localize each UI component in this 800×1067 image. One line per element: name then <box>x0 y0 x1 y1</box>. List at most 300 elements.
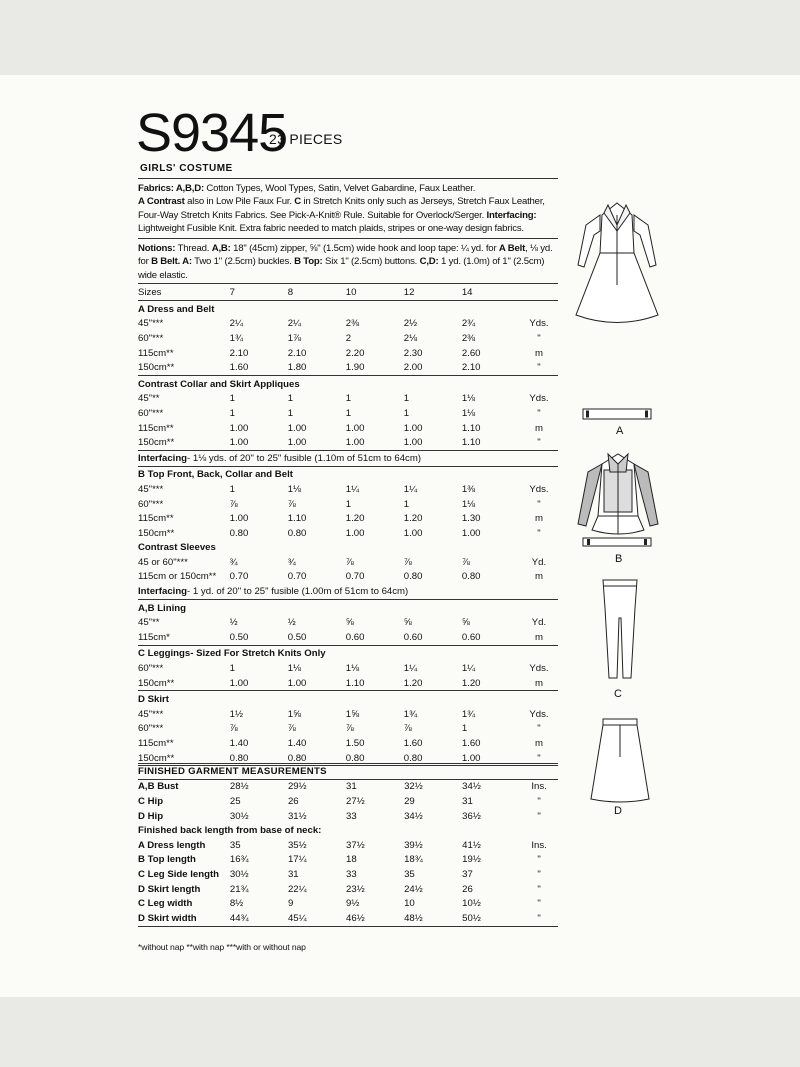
yardage-unit: m <box>534 513 543 525</box>
fabrics-line <box>138 222 558 235</box>
yardage-value: 1 <box>229 663 235 675</box>
interfacing-row <box>138 584 558 599</box>
yardage-value: 2.00 <box>403 362 423 374</box>
yardage-value: 1.40 <box>229 738 249 750</box>
measurement-label: D Skirt length <box>138 883 201 895</box>
yardage-row <box>138 482 558 497</box>
view-a-belt-sketch <box>582 407 652 421</box>
yardage-row <box>138 346 558 361</box>
interfacing-note <box>138 450 558 466</box>
yardage-value: 1.20 <box>403 677 423 689</box>
measurement-value: 30½ <box>229 868 249 880</box>
measurement-value: 17¼ <box>287 854 307 866</box>
measurement-label: D Hip <box>138 810 164 822</box>
yardage-value: 1¾ <box>461 708 476 720</box>
yardage-section-heading <box>138 599 558 615</box>
yardage-value: 1.10 <box>287 513 307 525</box>
yardage-value: 1.00 <box>229 422 249 434</box>
yardage-unit: m <box>534 571 543 583</box>
yardage-value: 2.10 <box>461 362 481 374</box>
yardage-value: ⅞ <box>345 723 354 735</box>
yardage-value: 1.60 <box>461 738 481 750</box>
pattern-title: GIRLS' COSTUME <box>140 163 233 174</box>
fabric-width: 45 or 60"*** <box>138 556 188 568</box>
measurement-value: 30½ <box>229 810 249 822</box>
yardage-value: ⅝ <box>345 617 354 629</box>
yardage-value: 1⅛ <box>461 498 476 510</box>
pattern-envelope-back <box>0 75 800 997</box>
yardage-value: 1 <box>403 407 410 419</box>
yardage-value: 2½ <box>403 318 418 330</box>
view-b-belt-sketch <box>582 536 652 548</box>
yardage-row <box>138 526 558 541</box>
yardage-row <box>138 497 558 512</box>
yardage-value: 0.60 <box>403 631 423 643</box>
yardage-value: 1⅛ <box>287 483 302 495</box>
pattern-info <box>136 75 558 952</box>
measurement-row <box>138 838 558 853</box>
measurement-value: 36½ <box>462 810 481 822</box>
yardage-row <box>138 331 558 346</box>
yardage-row <box>138 555 558 570</box>
yardage-value: ⅝ <box>403 617 412 629</box>
yardage-value: 1 <box>229 483 235 495</box>
yardage-row <box>138 317 558 332</box>
yardage-row <box>138 511 558 526</box>
measurement-value: 9 <box>287 898 294 910</box>
yardage-value: ¾ <box>229 556 238 568</box>
yardage-value: 1.60 <box>403 738 423 750</box>
yardage-unit: m <box>534 422 543 434</box>
measurement-label: B Top length <box>138 854 196 866</box>
yardage-row <box>138 630 558 645</box>
measurement-row <box>138 911 558 926</box>
measurement-value: 18¾ <box>404 854 423 866</box>
measurement-label: A Dress length <box>138 839 206 851</box>
yardage-value: 2¾ <box>461 318 476 330</box>
yardage-row <box>138 435 558 450</box>
yardage-value: 1.90 <box>345 362 365 374</box>
yardage-value: ⅞ <box>345 556 354 568</box>
yardage-unit: m <box>534 631 543 643</box>
fabric-width: 45"*** <box>138 708 164 720</box>
unit-cell <box>520 284 558 301</box>
yardage-unit: " <box>537 332 541 344</box>
measurement-value: 16¾ <box>229 854 249 866</box>
fabric-width: 150cm** <box>138 677 175 689</box>
yardage-value: 1.40 <box>287 738 307 750</box>
measurement-unit: " <box>537 854 541 866</box>
yardage-value: 1.00 <box>287 677 307 689</box>
fabrics-text: Four-Way Stretch Knits Fabrics. See Pick-A-Knit® Rule. Suitable for Overlock/Serger. <box>138 209 487 221</box>
view-label-c: C <box>614 688 622 700</box>
view-a-dress-sketch <box>572 195 662 345</box>
view-label-d: D <box>614 805 622 817</box>
yardage-value: 2¼ <box>229 318 243 330</box>
yardage-value: 2⅛ <box>403 332 418 344</box>
yardage-value: 0.80 <box>346 751 404 766</box>
notions-label: A Belt <box>498 243 526 254</box>
yardage-value: 0.50 <box>229 631 249 643</box>
yardage-value: 1.00 <box>229 513 249 525</box>
yardage-value: 0.70 <box>345 571 365 583</box>
fabrics-line <box>138 182 558 195</box>
measurement-value: 46½ <box>346 911 404 926</box>
fabric-width: 115cm* <box>138 631 170 643</box>
yardage-value: 2.10 <box>229 347 249 359</box>
yardage-value: 1⅝ <box>345 708 360 720</box>
yardage-value: 0.60 <box>345 631 365 643</box>
interfacing-text: - 1⅛ yds. of 20" to 25" fusible (1.10m of 51cm to 64cm) <box>187 452 422 464</box>
measurement-row <box>138 779 558 794</box>
yardage-unit: Yds. <box>529 708 549 720</box>
notions-line <box>138 269 558 282</box>
yardage-section-heading <box>138 541 558 556</box>
yardage-value: 2⅜ <box>345 318 360 330</box>
fabric-width: 45"** <box>138 617 160 629</box>
yardage-section-heading <box>138 645 558 661</box>
yardage-row <box>138 722 558 737</box>
measurement-value: 22¼ <box>287 883 307 895</box>
yardage-value: 0.50 <box>287 631 307 643</box>
measurement-value: 23½ <box>346 883 365 895</box>
notions-text: for <box>138 256 152 268</box>
yardage-value: 1¼ <box>345 483 360 495</box>
yardage-unit: " <box>537 362 541 374</box>
measurement-value: 26 <box>462 883 473 895</box>
yardage-value: ⅝ <box>461 617 470 629</box>
fabrics-text: Cotton Types, Wool Types, Satin, Velvet Gabardine, Faux Leather. <box>203 183 476 194</box>
fabric-width: 115cm** <box>138 347 174 359</box>
yardage-value: 1.10 <box>461 437 481 449</box>
yardage-unit: Yd. <box>531 617 547 629</box>
interfacing-label: Interfacing <box>138 452 188 464</box>
notions-label: A,B: <box>211 243 231 254</box>
fabric-width: 150cm** <box>138 751 230 766</box>
yardage-value: 2.20 <box>345 347 365 359</box>
yardage-value: 1⅛ <box>461 407 476 419</box>
view-c-leggings-sketch <box>595 578 645 684</box>
yardage-value: 2 <box>345 332 352 344</box>
yardage-value: 1.00 <box>461 527 481 539</box>
fabric-width: 45"*** <box>138 483 164 495</box>
yardage-value: 1.00 <box>287 422 307 434</box>
yardage-value: 1 <box>403 498 410 510</box>
yardage-unit: Yd. <box>531 556 547 568</box>
measurement-row <box>138 882 558 897</box>
notions-text: Six 1" (2.5cm) buttons. <box>322 256 420 268</box>
measurement-value: 25 <box>229 795 241 807</box>
fabric-width: 150cm** <box>138 527 175 539</box>
yardage-value: ½ <box>287 617 296 629</box>
yardage-value: 1.00 <box>403 527 423 539</box>
yardage-value: 0.80 <box>287 527 307 539</box>
yardage-value: 0.70 <box>287 571 307 583</box>
fabric-width: 115cm** <box>138 738 174 750</box>
yardage-value: 1.10 <box>345 677 365 689</box>
yardage-value: 1 <box>287 407 294 419</box>
notions-line <box>138 242 558 255</box>
yardage-value: 1.00 <box>345 437 365 449</box>
yardage-unit: " <box>537 407 541 419</box>
yardage-value: 1 <box>229 393 235 405</box>
yardage-value: 0.80 <box>404 751 462 766</box>
measurement-value: 48½ <box>404 911 462 926</box>
measurement-unit: " <box>537 868 541 880</box>
yardage-value: 1.00 <box>345 422 365 434</box>
fabric-width: 150cm** <box>138 362 175 374</box>
measurement-value: 10½ <box>462 898 481 910</box>
measurement-value: 35 <box>404 868 415 880</box>
back-length-title: Finished back length from base of neck: <box>138 825 322 837</box>
yardage-row <box>138 736 558 751</box>
fabric-width: 60"*** <box>138 663 164 675</box>
fabrics-text: Lightweight Fusible Knit. Extra fabric needed to match plaids, stripes or one-way design fabrics. <box>138 223 524 235</box>
sizes-row <box>138 284 558 301</box>
measurement-unit: Ins. <box>531 839 547 851</box>
measurement-value: 31 <box>462 795 473 807</box>
measurements-heading-row <box>138 764 558 780</box>
nap-footnote: *without nap **with nap ***with or without nap <box>138 942 306 952</box>
yardage-value: 0.60 <box>461 631 481 643</box>
measurement-label: C Leg width <box>138 898 193 910</box>
yardage-unit: Yds. <box>529 318 549 330</box>
yardage-value: 1.00 <box>403 437 423 449</box>
measurement-value: 50½ <box>462 911 520 926</box>
yardage-value: ⅞ <box>229 498 238 510</box>
yardage-value: 0.80 <box>461 571 481 583</box>
yardage-section-heading <box>138 301 558 317</box>
yardage-value: 1.00 <box>403 422 423 434</box>
yardage-value: 0.80 <box>229 527 249 539</box>
yardage-value: 2¼ <box>287 318 302 330</box>
yardage-row <box>138 406 558 421</box>
measurement-value: 33 <box>346 868 357 880</box>
measurement-unit: " <box>520 911 558 926</box>
yardage-value: 1.10 <box>461 422 481 434</box>
measurement-value: 9½ <box>346 898 360 910</box>
yardage-value: 1.30 <box>461 513 481 525</box>
yardage-value: 1.60 <box>229 362 249 374</box>
pattern-number: S9345 <box>136 103 288 163</box>
fabric-width: 60"*** <box>138 332 164 344</box>
yardage-value: ¾ <box>287 556 296 568</box>
notions-text: wide elastic. <box>138 269 188 281</box>
section-title: Contrast Sleeves <box>138 542 216 554</box>
yardage-value: 1 <box>403 393 410 405</box>
measurement-value: 31½ <box>287 810 307 822</box>
yardage-value: ⅞ <box>229 723 238 735</box>
size-value: 10 <box>346 284 404 301</box>
notions-label: B Top: <box>294 256 323 268</box>
yardage-value: 1⅛ <box>345 663 360 675</box>
yardage-value: 2.60 <box>461 347 481 359</box>
view-d-skirt-sketch <box>585 717 655 807</box>
interfacing-label: Interfacing <box>138 586 188 598</box>
yardage-section-heading <box>138 466 558 482</box>
fabrics-label: Interfacing: <box>486 209 537 221</box>
yardage-value: 0.80 <box>288 751 346 766</box>
measurement-label: A,B Bust <box>138 779 230 794</box>
size-value: 14 <box>462 284 520 301</box>
view-label-b: B <box>615 553 623 565</box>
view-label-a: A <box>616 425 624 437</box>
measurement-value: 18 <box>346 854 357 866</box>
measurement-row <box>138 853 558 868</box>
measurement-value: 10 <box>404 898 415 910</box>
yardage-value: 1⅜ <box>461 483 476 495</box>
section-title: A Dress and Belt <box>138 301 558 317</box>
measurement-unit: " <box>537 883 541 895</box>
yardage-value: 0.80 <box>403 571 423 583</box>
yardage-value: 2.30 <box>403 347 423 359</box>
pieces-count: 23 PIECES <box>269 131 343 147</box>
notions-text: Thread. <box>175 243 212 254</box>
notions-text: 18" (45cm) zipper, ⅝" (1.5cm) wide hook and loop tape: ¼ yd. for <box>230 243 499 254</box>
interfacing-note <box>138 584 558 599</box>
yardage-value: 1¼ <box>461 663 476 675</box>
yardage-value: 1 <box>229 407 235 419</box>
measurement-unit: Ins. <box>520 779 558 794</box>
measurement-label: C Hip <box>138 795 164 807</box>
yardage-section-heading <box>138 375 558 391</box>
fabrics-line <box>138 209 558 222</box>
yardage-value: 1¾ <box>403 708 418 720</box>
fabric-width: 45"*** <box>138 318 164 330</box>
back-length-heading-row <box>138 823 558 838</box>
measurement-value: 31 <box>346 779 404 794</box>
yardage-row <box>138 421 558 436</box>
yardage-value: 1 <box>287 393 294 405</box>
measurement-value: 29½ <box>288 779 346 794</box>
measurement-label: D Skirt width <box>138 911 230 926</box>
fabric-width: 115cm** <box>138 513 174 525</box>
yardage-value: 1.20 <box>345 513 365 525</box>
yardage-value: ⅞ <box>287 498 296 510</box>
measurement-row <box>138 867 558 882</box>
notions-text: , ⅛ yd. <box>525 243 553 254</box>
yardage-value: 2.10 <box>287 347 307 359</box>
view-b-top-sketch <box>568 450 668 550</box>
yardage-row <box>138 661 558 676</box>
yardage-section-heading <box>138 691 558 707</box>
yardage-value: 0.80 <box>230 751 288 766</box>
section-title: B Top Front, Back, Collar and Belt <box>138 466 558 482</box>
yardage-value: 1 <box>461 723 468 735</box>
size-value: 12 <box>404 284 462 301</box>
measurement-value: 45¼ <box>288 911 346 926</box>
notions-text: Two 1" (2.5cm) buckles. <box>191 256 295 268</box>
yardage-value: 2⅜ <box>461 332 476 344</box>
yardage-value: 1 <box>345 498 352 510</box>
fabric-width: 60"*** <box>138 723 164 735</box>
fabrics-label: Fabrics: A,B,D: <box>138 183 204 194</box>
yardage-value: 0.70 <box>229 571 249 583</box>
notions-label: Notions: <box>138 243 176 254</box>
yardage-unit: Yds. <box>529 663 549 675</box>
yardage-row <box>138 707 558 722</box>
measurement-value: 28½ <box>230 779 288 794</box>
yardage-unit: " <box>537 723 541 735</box>
measurement-value: 24½ <box>404 883 423 895</box>
measurement-value: 33 <box>346 810 357 822</box>
measurement-value: 31 <box>287 868 299 880</box>
section-title: A,B Lining <box>138 599 558 615</box>
measurement-unit: " <box>537 810 541 822</box>
measurement-value: 8½ <box>229 898 244 910</box>
yardage-value: ⅞ <box>403 556 412 568</box>
yardage-unit: " <box>537 437 541 449</box>
notions-label: C,D: <box>419 256 439 268</box>
measurement-value: 44¾ <box>230 911 288 926</box>
measurement-value: 26 <box>287 795 299 807</box>
notions-label: B Belt. A: <box>151 256 192 268</box>
measurement-unit: " <box>537 898 541 910</box>
yardage-value: 1⅛ <box>461 393 476 405</box>
measurements-table <box>138 763 558 927</box>
size-value: 8 <box>288 284 346 301</box>
yardage-unit: m <box>534 677 543 689</box>
notions-text: 1 yd. (1.0m) of 1" (2.5cm) <box>438 256 545 268</box>
yardage-value: 1¼ <box>403 483 418 495</box>
notions-line <box>138 255 558 268</box>
size-value: 7 <box>230 284 288 301</box>
yardage-value: 1¼ <box>403 663 418 675</box>
fabrics-line <box>138 195 558 208</box>
yardage-unit: " <box>537 498 541 510</box>
yardage-value: 1.80 <box>287 362 307 374</box>
fabric-width: 115cm** <box>138 422 174 434</box>
yardage-value: 1.00 <box>287 437 307 449</box>
fabrics-label: A Contrast <box>138 196 185 208</box>
yardage-value: 1⅞ <box>287 332 302 344</box>
yardage-value: 1.00 <box>229 677 249 689</box>
measurement-row <box>138 896 558 911</box>
yardage-unit: " <box>520 751 558 766</box>
measurement-value: 19½ <box>462 854 481 866</box>
measurement-value: 37½ <box>346 839 365 851</box>
yardage-row <box>138 392 558 407</box>
fabric-width: 150cm** <box>138 437 175 449</box>
yardage-value: 1.20 <box>461 677 481 689</box>
fabrics-label: C <box>294 196 301 208</box>
fabrics-section <box>138 178 558 236</box>
fabric-width: 60"*** <box>138 498 164 510</box>
yardage-value: 1⅝ <box>287 708 302 720</box>
measurement-label: C Leg Side length <box>138 868 220 880</box>
yardage-row <box>138 615 558 630</box>
yardage-row <box>138 676 558 691</box>
yardage-value: 1.00 <box>462 751 520 766</box>
yardage-value: 1.00 <box>229 437 249 449</box>
fabric-width: 115cm or 150cm** <box>138 571 217 583</box>
measurement-value: 27½ <box>346 795 365 807</box>
measurement-value: 32½ <box>404 779 462 794</box>
measurement-value: 34½ <box>462 779 520 794</box>
measurement-value: 39½ <box>404 839 423 851</box>
interfacing-text: - 1 yd. of 20" to 25" fusible (1.00m of 51cm to 64cm) <box>187 586 409 598</box>
sizes-label: Sizes <box>138 284 230 301</box>
yardage-value: 1.20 <box>403 513 423 525</box>
yardage-value: 1⅛ <box>287 663 302 675</box>
yardage-value: 1.50 <box>345 738 365 750</box>
measurement-value: 29 <box>404 795 415 807</box>
measurement-row <box>138 794 558 809</box>
yardage-value: 1½ <box>229 708 243 720</box>
measurements-title: FINISHED GARMENT MEASUREMENTS <box>138 764 558 780</box>
section-title: C Leggings- Sized For Stretch Knits Only <box>138 645 558 661</box>
fabric-width: 45"** <box>138 393 160 405</box>
